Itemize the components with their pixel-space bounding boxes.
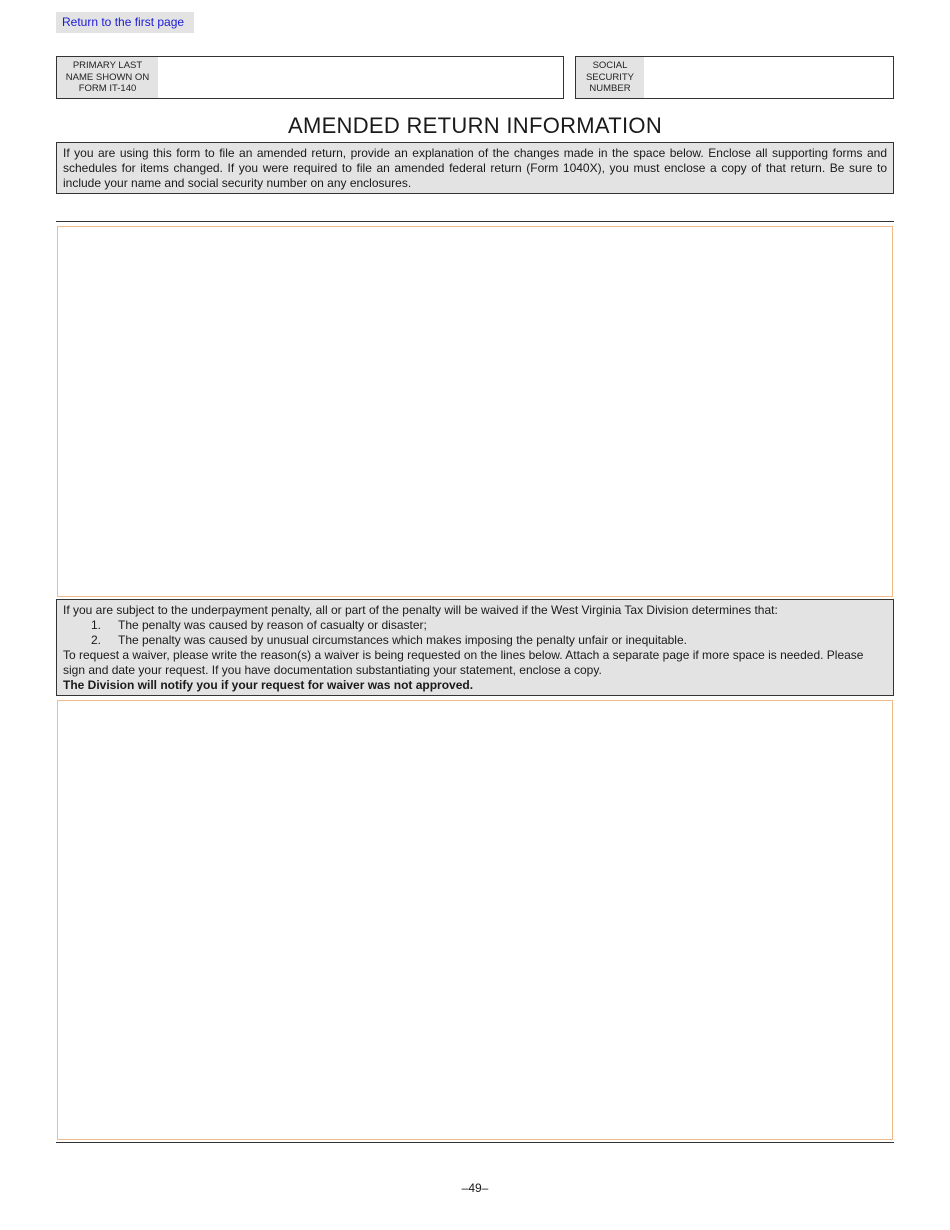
waiver-list-item [63,633,887,648]
waiver-request-text: To request a waiver, please write the reason(s) a waiver is being requested on the lines below. Attach a separate page if more space is needed. Please sign and date your request. If you have documentation substantiating your statement, enclose a copy. [63,648,864,677]
amended-explanation-textarea[interactable] [57,226,893,597]
social-security-number-field-group [575,56,894,99]
page-title: AMENDED RETURN INFORMATION [287,113,663,138]
primary-last-name-field-group [56,56,564,99]
primary-last-name-input[interactable] [158,57,563,98]
waiver-reason-textarea[interactable] [57,700,893,1140]
divider-top [56,221,894,222]
page-number: –49– [461,1181,489,1195]
waiver-notice: The Division will notify you if your request for waiver was not approved. [63,678,474,692]
divider-bottom [56,1142,894,1143]
penalty-waiver-instructions [56,599,894,696]
waiver-list-text: The penalty was caused by unusual circumstances which makes imposing the penalty unfair or inequitable. [118,633,687,647]
social-security-number-label: SOCIAL SECURITY NUMBER [576,57,644,98]
return-to-first-page-button[interactable]: Return to the first page [56,12,194,33]
amended-return-instructions: If you are using this form to file an amended return, provide an explanation of the changes made in the space below. Enclose all supporting forms and schedules for items changed. If you were required to file an amended federal return (Form 1040X), you must enclose a copy of that return. Be sure to include your name and social security number on any enclosures. [56,142,894,194]
waiver-list-text: The penalty was caused by reason of casualty or disaster; [118,618,427,632]
waiver-list-item [63,618,887,633]
waiver-list-number: 2. [91,633,102,647]
social-security-number-input[interactable] [644,57,893,98]
waiver-list-number: 1. [91,618,102,632]
primary-last-name-label: PRIMARY LAST NAME SHOWN ON FORM IT-140 [57,57,158,98]
waiver-intro: If you are subject to the underpayment penalty, all or part of the penalty will be waived if the West Virginia Tax Division determines that: [63,603,778,617]
